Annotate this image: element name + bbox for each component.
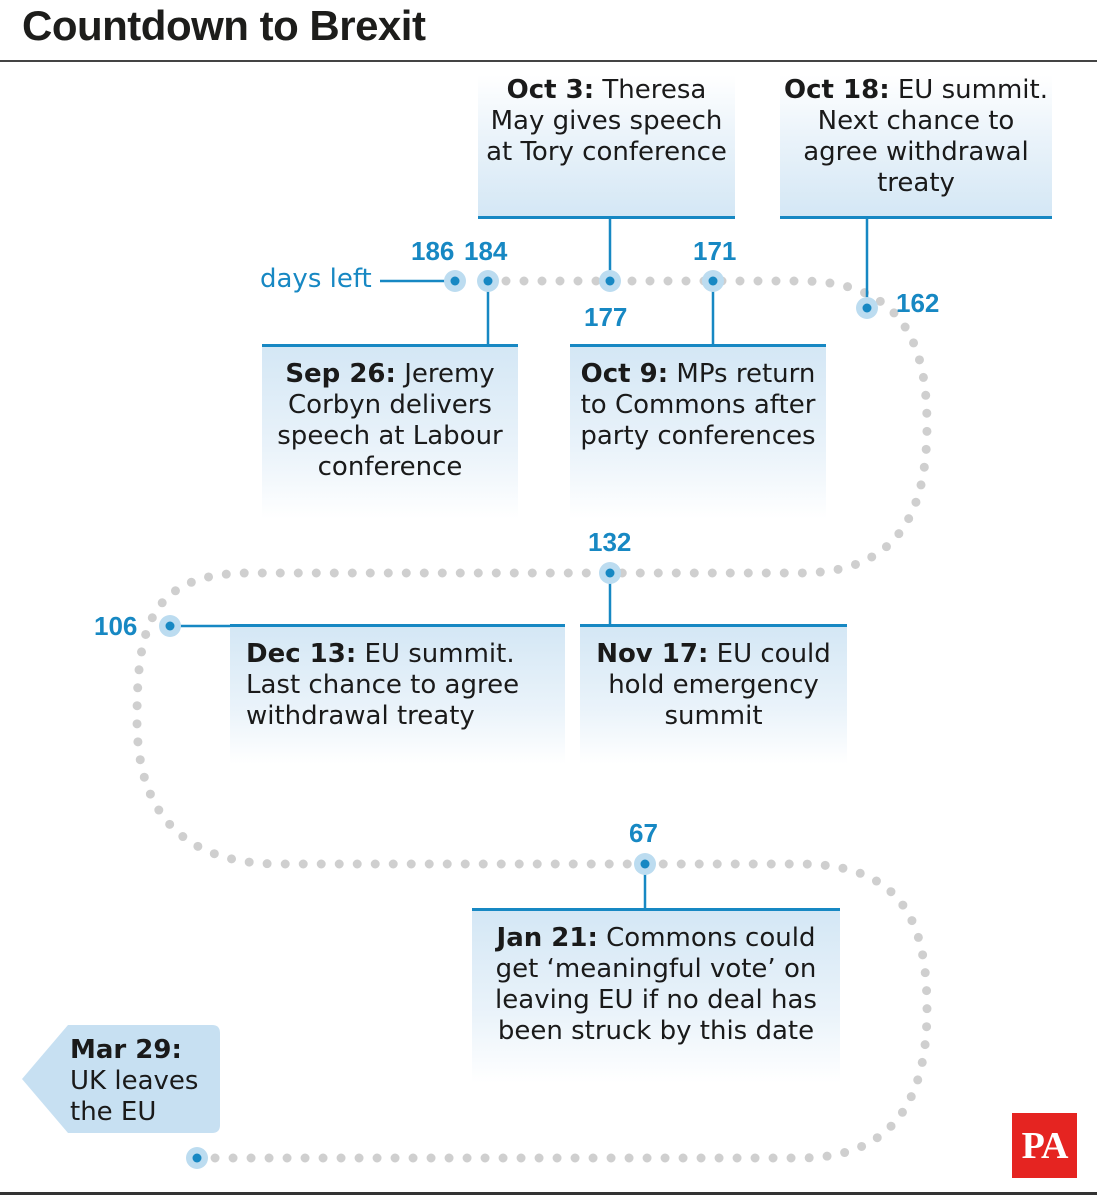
event-date: Oct 3: — [506, 75, 595, 105]
event-text: Commons could get ‘meaningful vote’ on leaving EU if no deal has been struck by this date — [495, 923, 817, 1046]
event-nov17 — [580, 624, 847, 764]
marker-186 — [444, 270, 466, 292]
event-date: Sep 26: — [285, 359, 396, 389]
marker-end — [186, 1147, 208, 1169]
event-text: UK leaves the EU — [70, 1066, 199, 1127]
days-left-label: days left — [260, 264, 372, 294]
event-oct9 — [570, 344, 826, 519]
event-text: EU summit. Next chance to agree withdrawal treaty — [803, 75, 1048, 198]
event-date: Oct 18: — [784, 75, 890, 105]
event-dec13 — [230, 624, 565, 764]
day-count-171: 171 — [693, 236, 737, 266]
event-oct18 — [780, 75, 1052, 219]
day-count-132: 132 — [588, 527, 632, 557]
marker-67 — [634, 853, 656, 875]
event-mar29 — [70, 1035, 220, 1128]
marker-184 — [477, 270, 499, 292]
event-text: EU could hold emergency summit — [608, 639, 831, 731]
day-count-106: 106 — [94, 611, 138, 641]
event-date: Nov 17: — [596, 639, 709, 669]
event-text: Theresa May gives speech at Tory conference — [486, 75, 727, 167]
marker-171 — [702, 270, 724, 292]
marker-106 — [159, 615, 181, 637]
event-text: EU summit. Last chance to agree withdrawal treaty — [246, 639, 520, 731]
day-count-67: 67 — [629, 818, 658, 848]
event-date: Mar 29: — [70, 1035, 182, 1065]
day-count-186: 186 — [411, 236, 455, 266]
marker-132 — [599, 562, 621, 584]
event-date: Oct 9: — [580, 359, 669, 389]
connector-lines — [170, 216, 867, 910]
event-date: Jan 21: — [496, 923, 598, 953]
day-count-162: 162 — [896, 288, 940, 318]
event-text: MPs return to Commons after party conferences — [580, 359, 816, 451]
pa-logo: PA — [1012, 1113, 1077, 1178]
event-date: Dec 13: — [246, 639, 357, 669]
event-oct3 — [478, 75, 735, 219]
event-sep26 — [262, 344, 518, 519]
day-count-177: 177 — [584, 302, 628, 332]
page-title: Countdown to Brexit — [22, 2, 426, 49]
marker-162 — [856, 297, 878, 319]
event-jan21 — [472, 908, 840, 1083]
event-text: Jeremy Corbyn delivers speech at Labour conference — [277, 359, 503, 482]
bottom-rule — [0, 1192, 1097, 1195]
marker-177 — [599, 270, 621, 292]
day-count-184: 184 — [464, 236, 508, 266]
